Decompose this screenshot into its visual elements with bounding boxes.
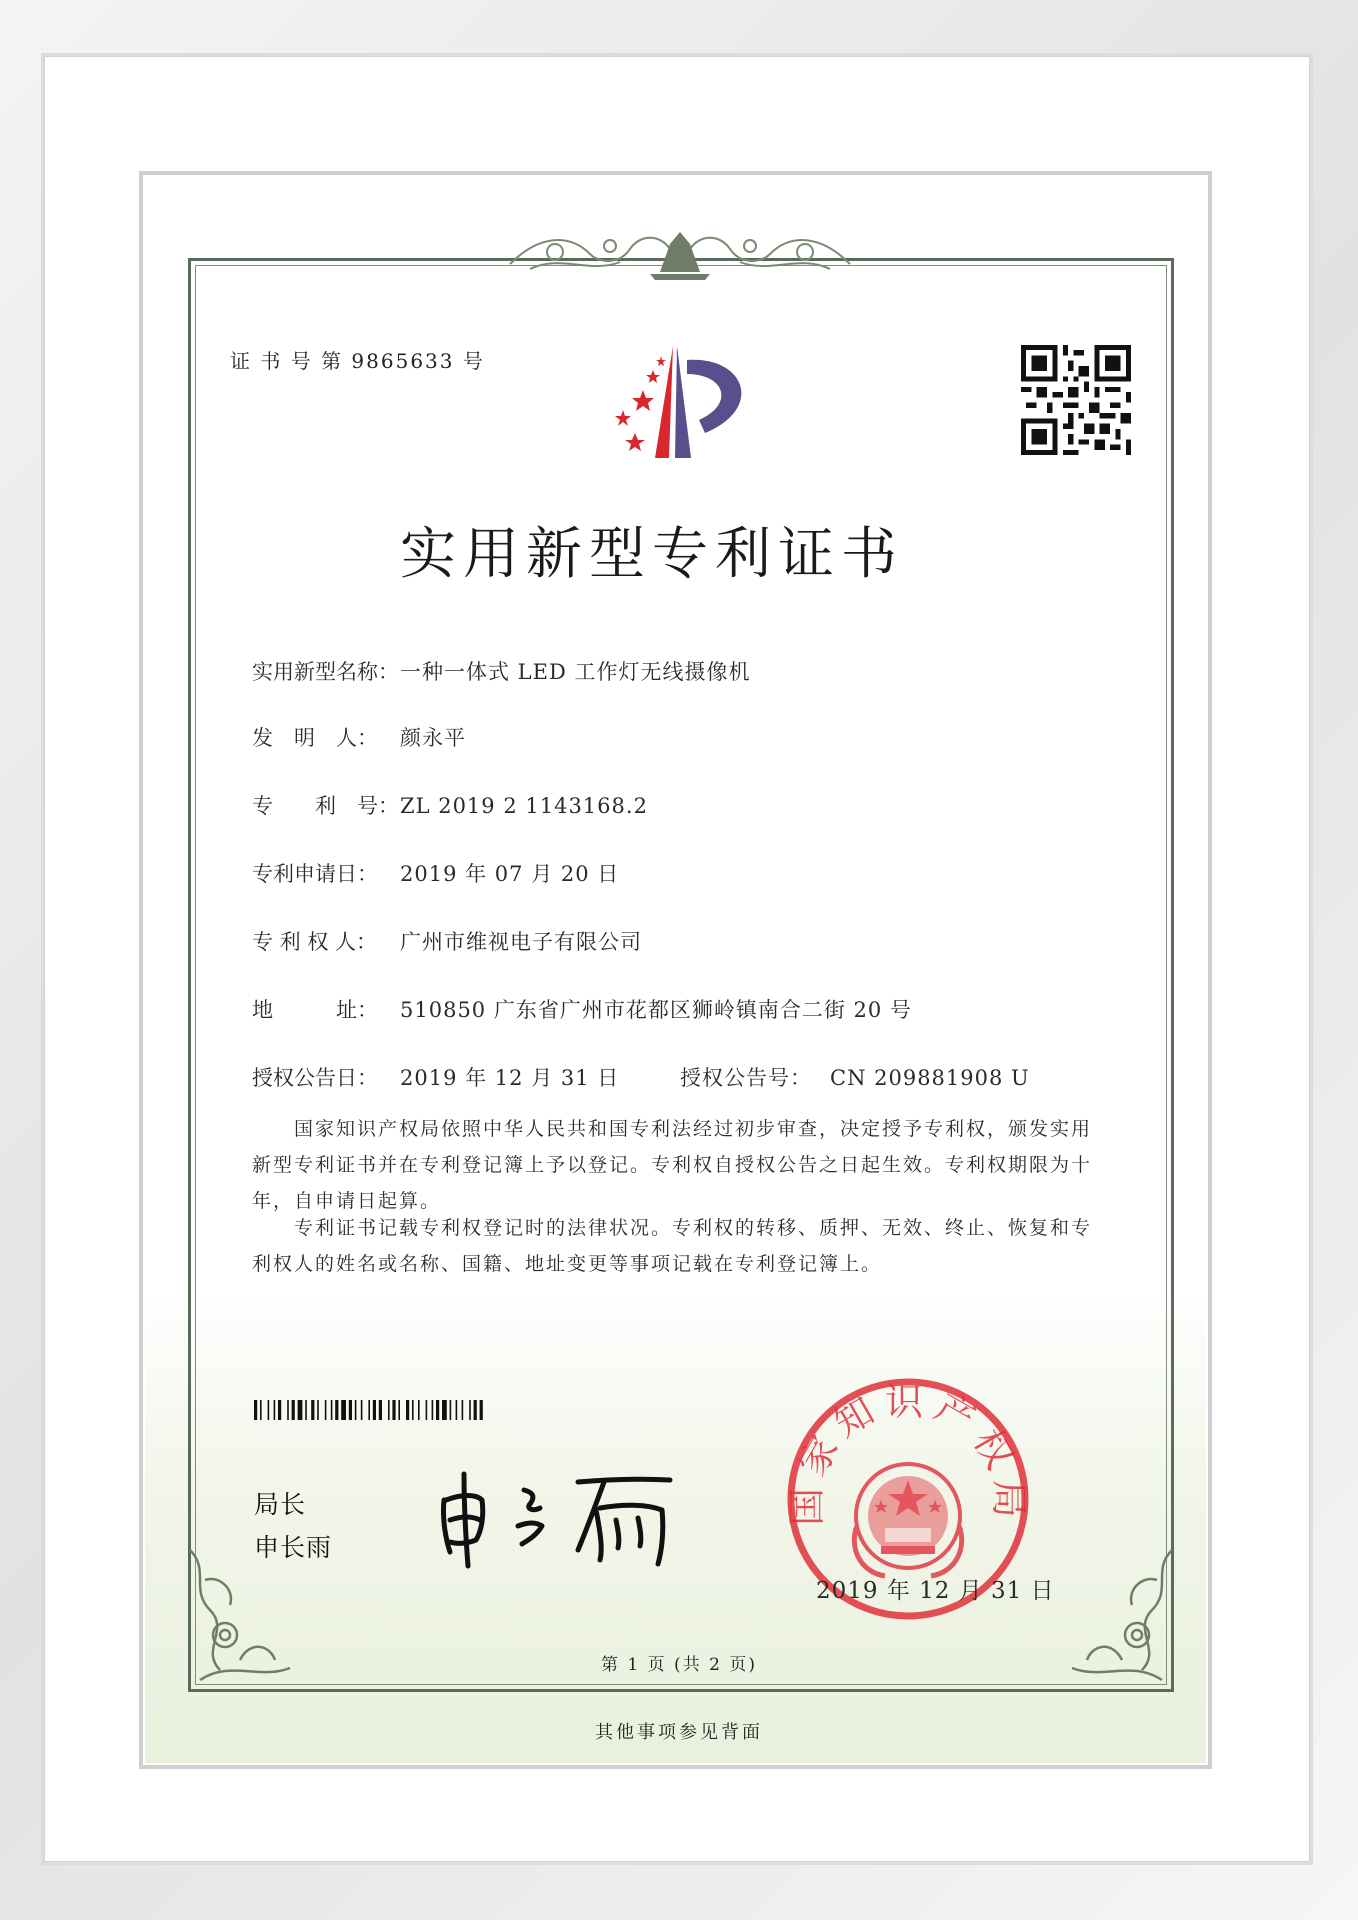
signature-icon [432,1460,692,1570]
field-grant-date [252,1062,619,1092]
certificate-number: 证 书 号 第 9865633 号 [230,349,485,373]
field-label: 授权公告号： [680,1066,812,1090]
field-filing-date [252,858,619,888]
field-value: ZL 2019 2 1143168.2 [400,794,648,818]
seal-date: 2019 年 12 月 31 日 [816,1578,1055,1604]
statement-paragraph-2: 专利证书记载专利权登记时的法律状况。专利权的转移、质押、无效、终止、恢复和专利权人的姓名或名称、国籍、地址变更等事项记载在专利登记簿上。 [252,1217,1093,1275]
field-value: 广州市维视电子有限公司 [400,930,642,954]
footer-note: 其他事项参见背面 [595,1722,763,1743]
field-value: 2019 年 12 月 31 日 [400,1066,620,1090]
field-patent-number [252,790,648,820]
field-utility-model-name [252,656,750,686]
field-grant-number [680,1062,1030,1092]
field-label: 专利申请日： [252,862,378,886]
field-label: 授权公告日： [252,1066,378,1090]
field-label: 发 明 人： [252,726,378,750]
cnipa-logo-icon [595,338,775,468]
field-label: 实用新型名称： [252,660,399,684]
barcode-icon [254,1400,544,1420]
field-label: 专 利 权 人： [252,930,378,954]
field-label: 专 利 号： [252,794,399,818]
field-inventor [252,722,466,752]
top-ornament-icon [500,224,860,284]
field-patentee [252,926,642,956]
field-label: 地 址： [252,998,378,1022]
signatory-title: 局长 [254,1490,307,1519]
signatory-name: 申长雨 [254,1533,333,1562]
field-value: 2019 年 07 月 20 日 [400,862,620,886]
svg-text:国家知识产权局: 国家知识产权局 [785,1379,1031,1526]
field-value: 颜永平 [400,726,466,750]
qr-code-icon [1021,345,1131,455]
field-value: 510850 广东省广州市花都区狮岭镇南合二街 20 号 [400,998,912,1022]
statement-paragraph-1: 国家知识产权局依照中华人民共和国专利法经过初步审查，决定授予专利权，颁发实用新型专利证书并在专利登记簿上予以登记。专利权自授权公告之日起生效。专利权期限为十年，自申请日起算。 [252,1118,1093,1212]
field-value: 一种一体式 LED 工作灯无线摄像机 [400,660,751,684]
page-number: 第 1 页 (共 2 页) [601,1655,757,1675]
field-value: CN 209881908 U [830,1066,1030,1090]
certificate-title: 实用新型专利证书 [400,522,904,587]
field-address [252,994,912,1024]
